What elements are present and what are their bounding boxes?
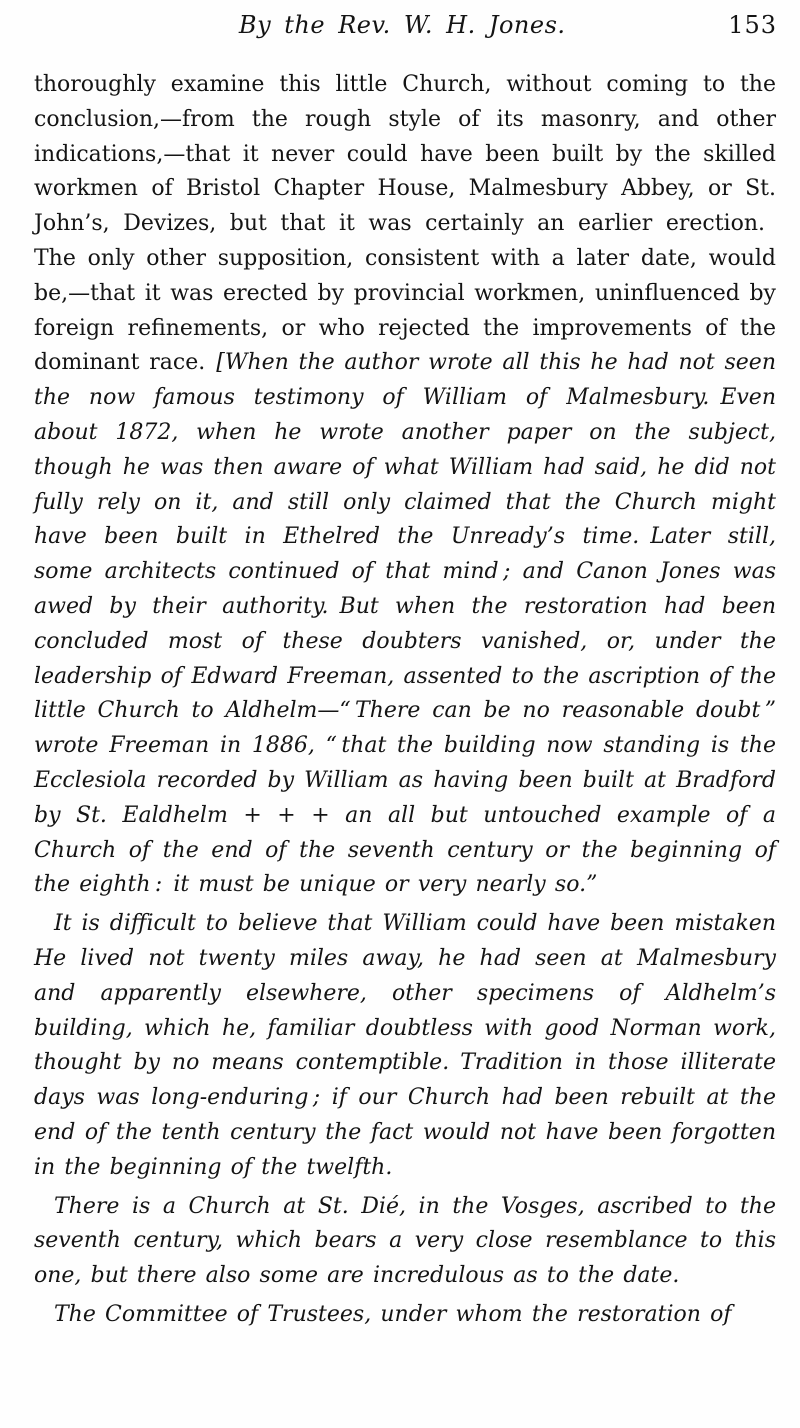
text-segment-roman: thoroughly examine this little Church, without coming to the conclusion,—from the rough style of its masonry, and other indications,—that it never could have been built by the skilled workmen of Bristol Chapter House, Malmesbury Abbey, or St. John’s, Devizes, but that it was certainly an earlier erection. The only other supposition, consistent with a later date, would be,—that it was erected by provincial workmen, uninfluenced by foreign refinements, or who rejected the improvements of the dominant race. <box>34 72 776 376</box>
paragraph-3 <box>34 1190 776 1294</box>
text-segment-italic: It is difficult to believe that William could have been mistaken He lived not twenty miles away, he had seen at Malmesbury and apparently elsewhere, other specimens of Aldhelm’s building, which he, familiar doubtless with good Norman work, thought by no means contemptible. Tradition in those illiterate days was long-enduring ; if our Church had been rebuilt at the end of the tenth century the fact would not have been forgotten in the beginning of the twelfth. <box>34 911 776 1180</box>
paragraph-2 <box>34 907 776 1185</box>
page-header <box>34 8 777 42</box>
text-segment-italic: The Committee of Trustees, under whom the restoration of <box>54 1301 732 1327</box>
page-number: 153 <box>728 11 777 39</box>
running-title: By the Rev. W. H. Jones. <box>238 11 566 39</box>
paragraph-4 <box>34 1298 776 1333</box>
text-segment-italic: There is a Church at St. Dié, in the Vosges, ascribed to the seventh century, which bears a very close resemblance to this one, but there also some are incredulous as to the date. <box>34 1193 776 1289</box>
paragraph-1 <box>34 68 776 903</box>
page-body <box>34 68 776 1333</box>
text-segment-italic: [When the author wrote all this he had not seen the now famous testimony of William of Malmesbury. Even about 1872, when he wrote another paper on the subject, though he was then aware of what William had said, he did not fully rely on it, and still only claimed that the Church might have been built in Ethelred the Unready’s time. Later still, some architects continued of that mind ; and Canon Jones was awed by their authority. But when the restoration had been concluded most of these doubters vanished, or, under the leadership of Edward Freeman, assented to the ascription of the little Church to Aldhelm—“ There can be no reasonable doubt ” wrote Freeman in 1886, “ that the building now standing is the Ecclesiola recorded by William as having been built at Bradford by St. Ealdhelm + + + an all but untouched example of a Church of the end of the seventh century or the beginning of the eighth : it must be unique or very nearly so.” <box>34 350 776 898</box>
